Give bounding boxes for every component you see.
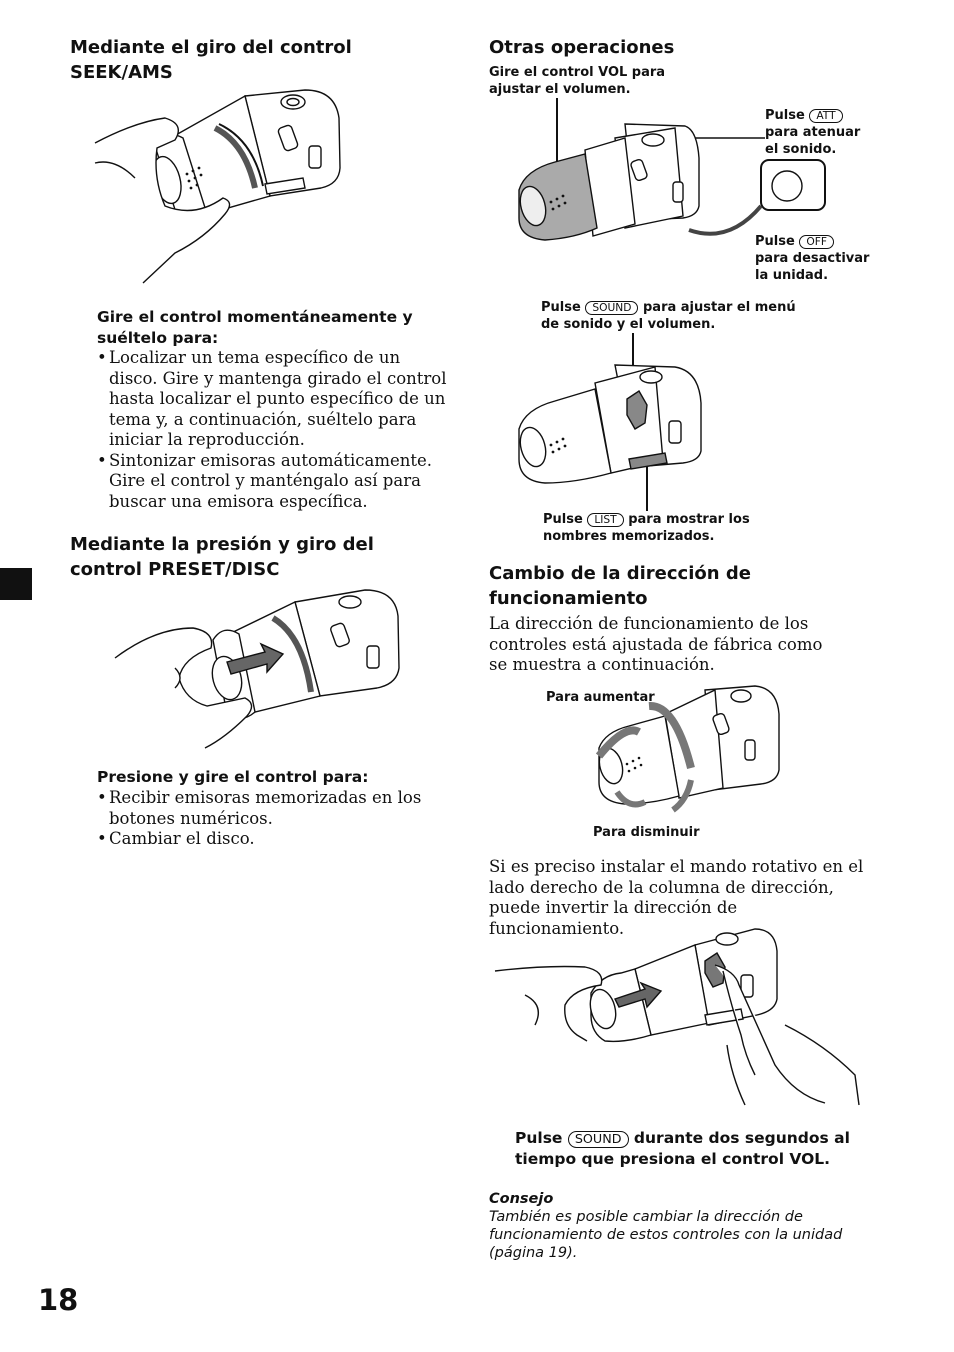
instr-sound-key: SOUND [568, 1131, 629, 1148]
section-tab-marker [0, 568, 32, 600]
tip-title: Consejo [489, 1191, 554, 1207]
list-item: • Localizar un tema específico de un disco. Gire y mantenga girado el control hasta localizar el punto específico de un tema y, a continuación, suéltelo para iniciar la reproducción. [97, 348, 452, 451]
list-caption-line2: nombres memorizados. [543, 529, 715, 544]
heading-seek-ams [70, 35, 352, 85]
list-item: • Cambiar el disco. [97, 829, 437, 850]
direction-intro-paragraph: La dirección de funcionamiento de los controles está ajustada de fábrica como se muestra a continuación. [489, 614, 823, 674]
off-caption-line2: para desactivar [755, 251, 870, 266]
label-para-aumentar: Para aumentar [546, 690, 655, 705]
off-caption [755, 233, 869, 284]
direction-illustration [595, 684, 785, 819]
heading-preset-disc-line1: Mediante la presión y giro del [70, 534, 374, 555]
reverse-instruction [515, 1128, 850, 1170]
heading-cambio-direccion-line2: funcionamiento [489, 588, 648, 609]
att-pulse-label: Pulse [765, 108, 805, 123]
seek-ams-illustration [95, 88, 345, 283]
preset-disc-lead: Presione y gire el control para: [97, 768, 369, 786]
list-caption-rest: para mostrar los [628, 512, 750, 527]
list-caption [543, 511, 750, 545]
label-para-disminuir: Para disminuir [593, 825, 700, 840]
heading-cambio-direccion-line1: Cambio de la dirección de [489, 563, 751, 584]
list-key: LIST [587, 513, 623, 527]
reverse-direction-illustration [495, 925, 860, 1105]
preset-disc-illustration [115, 588, 405, 748]
tip-text: También es posible cambiar la dirección de funcionamiento de estos controles con la unidad (página 19). [489, 1209, 843, 1261]
off-key: OFF [799, 235, 834, 249]
list-item: • Sintonizar emisoras automáticamente. Gire el control y manténgalo así para buscar una emisora específica. [97, 451, 452, 513]
instr-pulse-label: Pulse [515, 1129, 563, 1147]
vol-caption-line1: Gire el control VOL para [489, 65, 666, 80]
heading-seek-ams-line2: SEEK/AMS [70, 62, 173, 83]
heading-preset-disc-line2: control PRESET/DISC [70, 559, 280, 580]
seek-ams-lead-line2: suéltelo para: [97, 329, 219, 347]
sound-caption-line2: de sonido y el volumen. [541, 317, 716, 332]
heading-cambio-direccion [489, 561, 751, 611]
instr-rest: durante dos segundos al [633, 1129, 850, 1147]
heading-otras-operaciones: Otras operaciones [489, 37, 675, 58]
sound-pulse-label: Pulse [541, 300, 581, 315]
sound-list-illustration [515, 333, 710, 513]
seek-ams-lead-line1: Gire el control momentáneamente y [97, 308, 413, 326]
vol-att-off-illustration [515, 98, 835, 248]
preset-disc-bullets [97, 788, 437, 850]
list-pulse-label: Pulse [543, 512, 583, 527]
seek-ams-bullets [97, 348, 452, 512]
heading-seek-ams-line1: Mediante el giro del control [70, 37, 352, 58]
sound-caption-rest: para ajustar el menú [643, 300, 796, 315]
off-pulse-label: Pulse [755, 234, 795, 249]
att-caption-line2: para atenuar [765, 125, 861, 140]
heading-preset-disc [70, 532, 374, 582]
att-key: ATT [809, 109, 842, 123]
instr-line2: tiempo que presiona el control VOL. [515, 1150, 831, 1168]
seek-ams-lead [97, 307, 457, 349]
att-caption-line3: el sonido. [765, 142, 837, 157]
vol-caption [489, 64, 665, 98]
sound-caption [541, 299, 796, 333]
vol-caption-line2: ajustar el volumen. [489, 82, 631, 97]
sound-key: SOUND [585, 301, 638, 315]
off-caption-line3: la unidad. [755, 268, 829, 283]
list-item: • Recibir emisoras memorizadas en los botones numéricos. [97, 788, 437, 829]
direction-reverse-paragraph: Si es preciso instalar el mando rotativo en el lado derecho de la columna de dirección, puede invertir la dirección de funcionamiento. [489, 857, 864, 938]
page-number: 18 [38, 1283, 79, 1317]
